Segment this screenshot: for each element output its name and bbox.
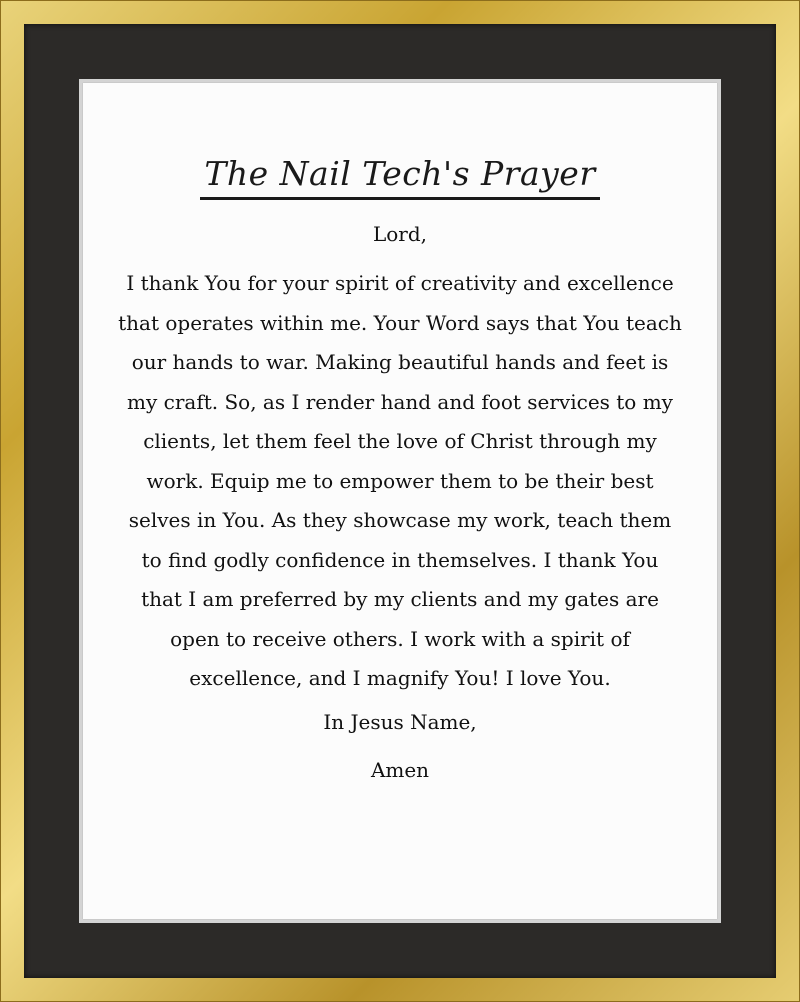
prayer-line: excellence, and I magnify You! I love You. [189, 666, 611, 690]
prayer-signoff: Amen [370, 757, 430, 782]
prayer-content [83, 83, 717, 784]
prayer-line: work. Equip me to empower them to be their best [146, 468, 654, 493]
prayer-line: I thank You for your spirit of creativity and excellence [126, 271, 674, 295]
prayer-line: our hands to war. Making beautiful hands and feet is [131, 350, 669, 374]
prayer-body [83, 264, 717, 699]
prayer-line: open to receive others. I work with a spirit of [170, 626, 630, 651]
prayer-line: selves in You. As they showcase my work, teach them [128, 508, 672, 532]
prayer-line: that operates within me. Your Word says that You teach [118, 310, 682, 335]
prayer-line: to find godly confidence in themselves. I thank You [141, 547, 659, 572]
prayer-line: my craft. So, as I render hand and foot services to my [127, 389, 673, 414]
prayer-line: clients, let them feel the love of Christ through my [143, 429, 657, 453]
prayer-closing: In Jesus Name, [323, 709, 477, 734]
prayer-title: The Nail Tech's Prayer [200, 153, 599, 200]
prayer-line: that I am preferred by my clients and my gates are [141, 587, 659, 611]
prayer-salutation: Lord, [372, 222, 428, 246]
